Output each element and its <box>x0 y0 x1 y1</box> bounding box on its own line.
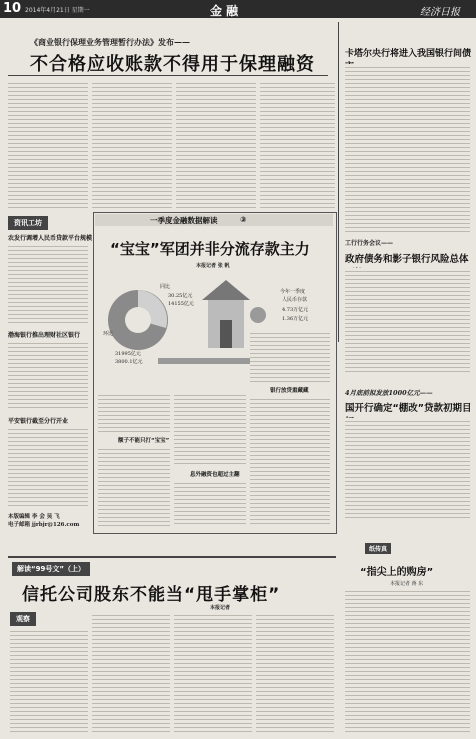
info-label: 同比 <box>160 284 171 290</box>
info-value: 14155亿元 <box>168 301 194 307</box>
right-bottom-tag: 纸传真 <box>365 543 391 554</box>
article-kicker: 《商业银行保理业务管理暂行办法》发布—— <box>30 37 190 47</box>
body-text-block <box>92 80 172 210</box>
masthead: 经济日报 <box>420 7 460 18</box>
article-title: 不合格应收账款不得用于保理融资 <box>30 54 315 75</box>
body-text-block <box>174 612 252 734</box>
feature-subhead: 息外融资也超过主翻 <box>190 472 240 478</box>
title-rule <box>8 75 328 76</box>
body-text-block <box>98 446 170 526</box>
info-value: 4.73万亿元 <box>282 307 309 313</box>
right-low-title: 国开行确定“棚改”贷款初期目 <box>345 403 472 414</box>
body-text-block <box>8 243 88 325</box>
info-value: 31995亿元 <box>115 351 141 357</box>
right-mid-title: 政府债务和影子银行风险总体 <box>345 254 469 265</box>
header-date: 2014年4月21日 星期一 <box>25 7 90 14</box>
left-item-title: 渤海银行推出理财社区银行 <box>8 332 81 339</box>
info-value: 30.25亿元 <box>168 293 193 299</box>
body-text-block <box>260 80 335 210</box>
body-text-block <box>10 628 88 734</box>
body-text-block <box>174 392 246 464</box>
right-top-title: 卡塔尔央行将进入我国银行间债 <box>345 49 472 59</box>
body-text-block <box>250 396 330 526</box>
right-bottom-title: “指尖上的购房” <box>360 567 434 578</box>
left-item-title: 平安银行截至分行开业 <box>8 418 69 425</box>
right-mid-kicker: 工行行务会议—— <box>345 240 394 247</box>
info-label: 人民币存款 <box>282 297 308 303</box>
right-low-kicker: 4月底前拟发放1000亿元—— <box>345 389 433 397</box>
column-divider <box>338 22 339 342</box>
body-text-block <box>345 588 470 734</box>
body-text-block <box>250 330 330 382</box>
left-item-title: 农发行调增人民币贷款平台规模 <box>8 235 93 242</box>
feature-title: “宝宝”军团并非分流存款主力 <box>110 240 310 258</box>
bottom-series-tag: 解读“99号文”（上） <box>12 562 90 576</box>
info-caption: 今年一季度 <box>280 289 306 295</box>
body-text-block <box>174 480 246 526</box>
byline-contact: 电子邮箱 jjrbjr@126.com <box>8 522 80 528</box>
feature-byline: 本报记者 张 帆 <box>196 263 230 269</box>
door-icon <box>220 320 232 348</box>
body-text-block <box>345 64 470 232</box>
feature-series-no: ③ <box>240 215 247 224</box>
bottom-rule <box>8 556 336 558</box>
pie-hole <box>125 307 151 333</box>
bottom-byline: 本报记者 <box>210 605 231 611</box>
tree-icon <box>250 307 266 323</box>
body-text-block <box>8 426 88 506</box>
bottom-title: 信托公司股东不能当“甩手掌柜” <box>22 585 281 605</box>
feature-series: 一季度金融数据解读 <box>150 216 218 225</box>
right-bottom-byline: 本报记者 蒋 东 <box>390 581 424 587</box>
body-text-block <box>176 80 256 210</box>
info-value: 1.36万亿元 <box>282 316 309 322</box>
body-text-block <box>345 418 470 518</box>
byline-reporter: 本版编辑 李 会 吴 飞 <box>8 514 60 520</box>
roof-icon <box>202 280 250 300</box>
body-text-block <box>345 268 470 372</box>
column-left-tag: 资讯工坊 <box>8 216 48 230</box>
feature-subhead: 银行放贷重藏藏 <box>270 388 309 394</box>
info-value: 3800.1亿元 <box>115 359 143 365</box>
body-text-block <box>256 612 334 734</box>
body-text-block <box>98 392 170 432</box>
body-text-block <box>8 340 88 410</box>
body-text-block <box>8 80 88 210</box>
feature-subhead: 额子不能只打“宝宝” <box>118 438 170 444</box>
observe-tag: 观察 <box>10 612 36 626</box>
section-title: 金 融 <box>210 4 239 18</box>
body-text-block <box>92 612 170 734</box>
page-number: 10 <box>3 1 22 16</box>
info-label: 环比 <box>103 331 114 337</box>
